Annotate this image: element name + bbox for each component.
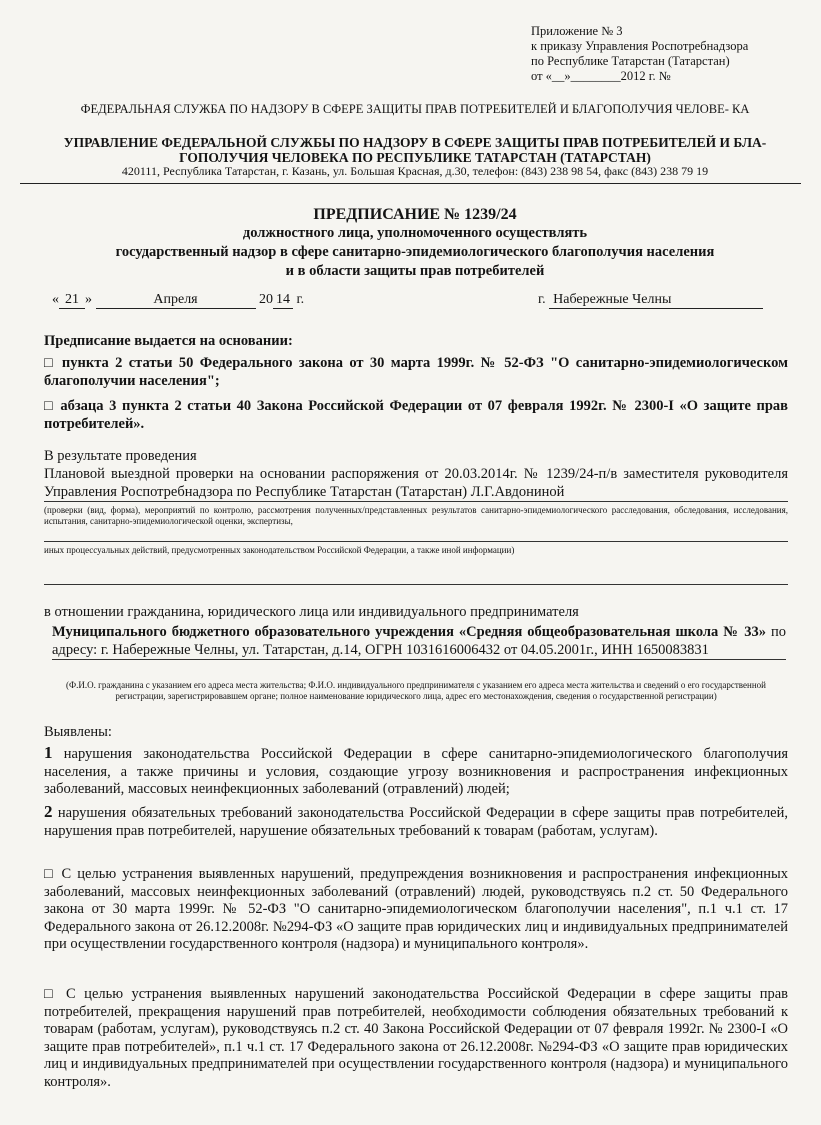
found-paragraph-2: □ С целью устранения выявленных нарушений законодательства Российской Федерации в сфере защиты прав потребителей, прекращения нарушений прав потребителей, необходимости соблюдения обязательных требований к товарам (работам, услугам), руководствуясь п.2 ст. 40 Закона Российской Федерации от 07 февраля 1992г. № 2300-I «О защите прав потребителей», п.1 ч.1 ст. 17 Федерального закона от 26.12.2008г. №294-ФЗ «О защите прав юридических лиц и индивидуальных предпринимателей при осуществлении государственного контроля (надзора) и муниципального контроля». [44, 986, 788, 1090]
city-line [538, 292, 763, 309]
annex-line-3: по Республике Татарстан (Татарстан) [531, 54, 730, 68]
basis-item-1: □ пункта 2 статьи 50 Федерального закона от 30 марта 1999г. № 52-ФЗ "О санитарно-эпидемиологическом благополучии населения"; [44, 355, 788, 389]
found-item-2-text: нарушения обязательных требований законодательства Российской Федерации в сфере защиты прав потребителей, нарушения прав потребителей, нарушение обязательных требований к товарам (работам, услугам). [44, 805, 788, 839]
annex-line-2: к приказу Управления Роспотребнадзора [531, 39, 749, 53]
basis-heading: Предписание выдается на основании: [44, 333, 293, 349]
subject-details: по адресу: г. Набережные Челны, ул. Татарстан, д.14, ОГРН 1031616006432 от 04.05.2001г., ИНН 1650083831 [52, 624, 786, 658]
date-line: « 21 » Апреля 20 14 г. [52, 292, 305, 307]
found-heading: Выявлены: [44, 724, 112, 740]
found-item-1-number: 1 [44, 743, 53, 762]
found-item-2 [44, 803, 788, 840]
header-divider [20, 183, 801, 184]
subject-heading: в отношении гражданина, юридического лица или индивидуального предпринимателя [44, 604, 579, 620]
subject-text [52, 624, 786, 660]
found-item-1 [44, 744, 788, 799]
result-note-1: (проверки (вид, форма), мероприятий по контролю, рассмотрения полученных/представленных результатов санитарно-эпидемиологического расследования, обследования, исследования, испытания, санитарно-эпидемиологической оценки, экспертизы, [44, 505, 788, 526]
basis-item-2: □ абзаца 3 пункта 2 статьи 40 Закона Российской Федерации от 07 февраля 1992г. № 2300-I «О защите прав потребителей». [44, 398, 788, 432]
subject-name: Муниципального бюджетного образовательного учреждения «Средняя общеобразовательная школа № 33» [52, 624, 766, 640]
document-title [20, 205, 810, 281]
result-divider [44, 541, 788, 542]
city-name: Набережные Челны [549, 292, 763, 309]
date-year-prefix: 20 [259, 292, 273, 307]
title-line-3: государственный надзор в сфере санитарно-эпидемиологического благополучия населения [115, 244, 715, 260]
result-note-2: иных процессуальных действий, предусмотренных законодательством Российской Федерации, а также иной информации) [44, 545, 515, 555]
found-paragraph-1: □ С целью устранения выявленных нарушений, предупреждения возникновения и распространения инфекционных заболеваний, массовых неинфекционных заболеваний (отравлений) людей, руководствуясь п.2 ст. 50 Федерального закона от 30 марта 1999г. № 52-ФЗ "О санитарно-эпидемиологическом благополучии населения", п.1 ч.1 ст. 17 Федерального закона от 26.12.2008г. №294-ФЗ «О защите прав юридических лиц и индивидуальных предпринимателей при осуществлении государственного контроля (надзора) и муниципального контроля». [44, 866, 788, 952]
federal-service-name: ФЕДЕРАЛЬНАЯ СЛУЖБА ПО НАДЗОРУ В СФЕРЕ ЗАЩИТЫ ПРАВ ПОТРЕБИТЕЛЕЙ И БЛАГОПОЛУЧИЯ ЧЕЛОВЕ- КА [80, 102, 750, 116]
result-divider-2 [44, 584, 788, 585]
subject-note: (Ф.И.О. гражданина с указанием его адреса места жительства; Ф.И.О. индивидуального предпринимателя с указанием его адреса места жительства и сведений о его государственной регистрации, зарегистрировавшем органе; полное наименование юридического лица, адрес его местонахождения, сведения о государственной регистрации) [66, 680, 766, 701]
title-line-2: должностного лица, уполномоченного осуществлять [242, 225, 588, 241]
title-line-4: и в области защиты прав потребителей [285, 263, 545, 279]
found-item-2-number: 2 [44, 802, 53, 821]
annex-line-4: от «__»________2012 г. № [531, 69, 671, 83]
result-text: Плановой выездной проверки на основании распоряжения от 20.03.2014г. № 1239/24-п/в заместителя руководителя Управления Роспотребнадзора по Республике Татарстан (Татарстан) Л.Г.Авдониной [44, 466, 788, 502]
date-month: Апреля [96, 292, 256, 309]
department-address: 420111, Республика Татарстан, г. Казань, ул. Большая Красная, д.30, телефон: (843) 238 98 54, факс (843) 238 79 19 [121, 164, 709, 178]
annex-block [531, 24, 811, 84]
result-heading: В результате проведения [44, 448, 197, 464]
prescription-number: ПРЕДПИСАНИЕ № 1239/24 [313, 206, 517, 223]
annex-line-1: Приложение № 3 [531, 24, 623, 38]
department-name: УПРАВЛЕНИЕ ФЕДЕРАЛЬНОЙ СЛУЖБЫ ПО НАДЗОРУ В СФЕРЕ ЗАЩИТЫ ПРАВ ПОТРЕБИТЕЛЕЙ И БЛА- ГОПОЛУЧИЯ ЧЕЛОВЕКА ПО РЕСПУБЛИКЕ ТАТАРСТАН (ТАТАРСТАН) [63, 135, 767, 165]
city-prefix: г. [538, 292, 546, 307]
date-year-suffix: 14 [273, 292, 293, 309]
date-day: 21 [59, 292, 85, 309]
found-item-1-text: нарушения законодательства Российской Федерации в сфере санитарно-эпидемиологического благополучия населения, а также причины и условия, создающие угрозу возникновения и распространения инфекционных заболеваний, массовых неинфекционных заболеваний (отравлений) людей; [44, 746, 788, 797]
